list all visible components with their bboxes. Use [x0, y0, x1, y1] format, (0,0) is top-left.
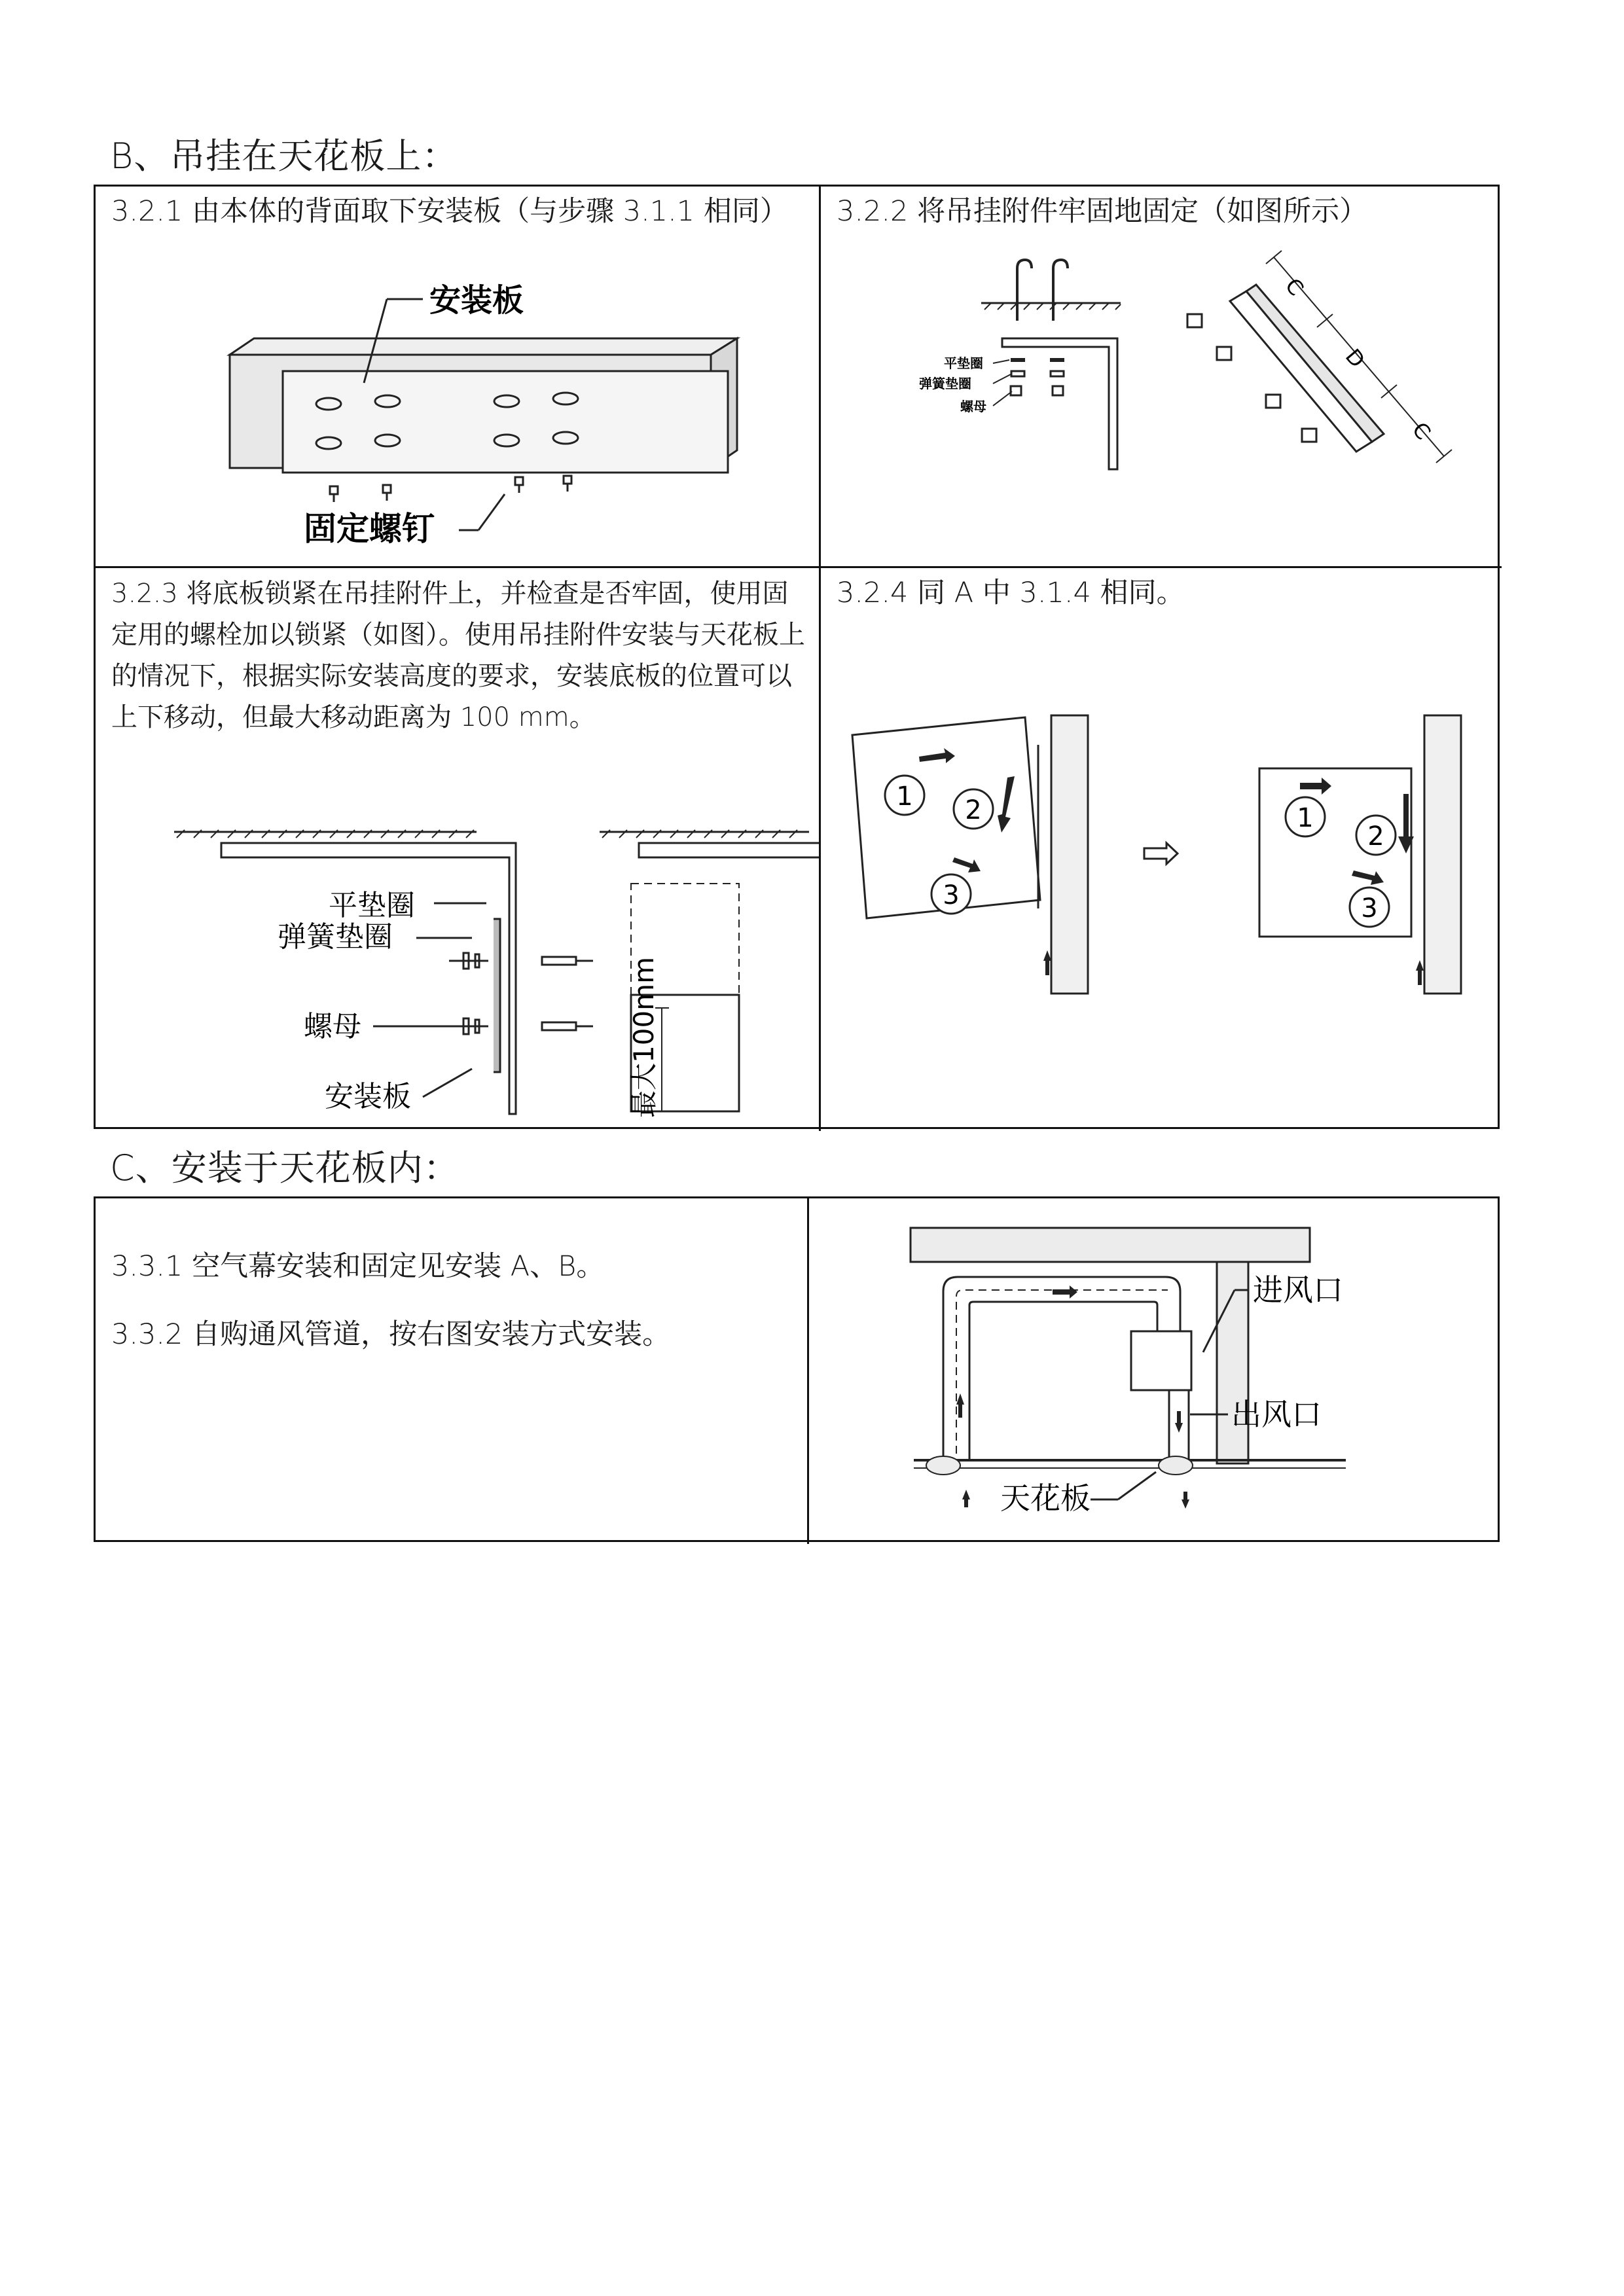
screws-label: 固定螺钉 [304, 510, 435, 548]
step-3-3-2-text: 3.3.2 自购通风管道，按右图安装方式安装。 [111, 1318, 671, 1351]
section-c-title: C、安装于天花板内： [110, 1147, 460, 1189]
step-number-2: 2 [965, 795, 982, 825]
max-distance-label: 最大100mm [628, 957, 660, 1118]
nut-label-2: 螺母 [304, 1010, 361, 1043]
section-c-diagram-cell [807, 1198, 1502, 1544]
hanger-bracket-diagram [821, 187, 1502, 566]
section-b-title: B、吊挂在天花板上： [110, 135, 458, 177]
step-number-3b: 3 [1361, 893, 1378, 924]
bolt-fixing-diagram [96, 568, 819, 1131]
mounting-plate-diagram [96, 187, 819, 566]
step-3-2-1-text: 3.2.1 由本体的背面取下安装板（与步骤 3.1.1 相同） [111, 195, 788, 228]
spring-washer-label: 弹簧垫圈 [919, 376, 971, 391]
step-3-2-1-cell [96, 187, 819, 566]
step-3-3-1-text: 3.3.1 空气幕安装和固定见安装 A、B。 [111, 1250, 605, 1283]
step-3-2-3-text: 3.2.3 将底板锁紧在吊挂附件上，并检查是否牢固，使用固定用的螺栓加以锁紧（如图）。使用吊挂附件安装与天花板上的情况下，根据实际安装高度的要求，安装底板的位置可以上下移动，但最大移动距离为 100 mm。 [111, 579, 805, 732]
step-3-2-4-text: 3.2.4 同 A 中 3.1.4 相同。 [837, 577, 1185, 609]
step-3-2-2-cell [819, 187, 1502, 566]
section-b-table [94, 185, 1500, 1129]
outlet-label: 出风口 [1231, 1397, 1322, 1432]
hook-panel-diagram [821, 568, 1502, 1131]
plate-label: 安装板 [429, 282, 524, 319]
step-number-3: 3 [943, 880, 960, 910]
dim-c2-label: C [1407, 417, 1436, 445]
step-number-1b: 1 [1297, 803, 1314, 833]
spring-washer-label-2: 弹簧垫圈 [278, 920, 393, 954]
step-3-2-2-text: 3.2.2 将吊挂附件牢固地固定（如图所示） [837, 195, 1368, 228]
flat-washer-label-2: 平垫圈 [329, 889, 415, 922]
section-c-text-cell [96, 1198, 807, 1544]
plate-label-2: 安装板 [325, 1080, 411, 1113]
step-number-2b: 2 [1367, 821, 1384, 852]
flat-washer-label: 平垫圈 [944, 355, 983, 371]
dim-c-label: C [1280, 273, 1309, 301]
step-3-2-3-cell [96, 566, 819, 1131]
step-3-2-4-cell [819, 566, 1502, 1131]
ceiling-label: 天花板 [1000, 1480, 1091, 1516]
section-c-table [94, 1196, 1500, 1542]
ceiling-duct-diagram [809, 1198, 1502, 1544]
nut-label: 螺母 [960, 399, 986, 414]
dim-d-label: D [1340, 344, 1370, 373]
step-number-1: 1 [896, 781, 913, 812]
inlet-label: 进风口 [1253, 1272, 1343, 1308]
